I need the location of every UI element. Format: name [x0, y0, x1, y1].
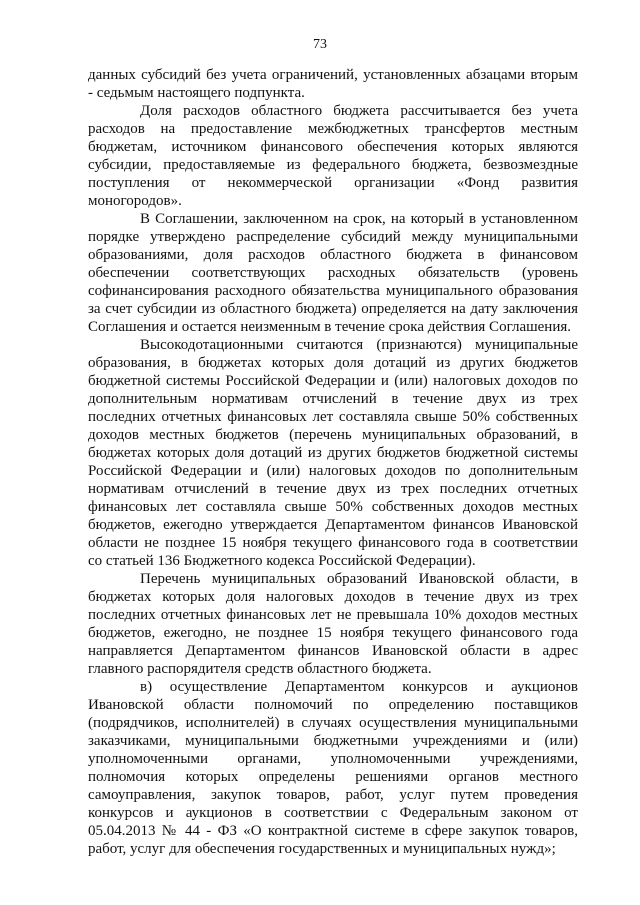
page-number: 73 — [313, 37, 327, 52]
text-line: Доля расходов областного бюджета рассчитывается без учета — [140, 103, 578, 119]
text-line: бюджетам, источником финансового обеспечения которых являются — [88, 139, 578, 155]
text-line: последних отчетных финансовых лет не превышала 10% доходов местных — [88, 607, 578, 623]
text-line: главного распорядителя средств областного бюджета. — [88, 661, 432, 677]
text-line: заказчиками, муниципальными бюджетными учреждениями и (или) — [88, 733, 578, 749]
text-line: Перечень муниципальных образований Ивановской области, в — [140, 571, 578, 587]
text-line: образованиями, доля расходов областного бюджета в финансовом — [88, 247, 578, 263]
text-line: полномочия которых определены решениями органов местного — [88, 769, 578, 785]
text-line: софинансирования расходного обязательства муниципального образования — [88, 283, 578, 299]
text-line: 05.04.2013 № 44 - ФЗ «О контрактной системе в сфере закупок товаров, — [88, 823, 578, 839]
text-line: образования, в бюджетах которых доля дотаций из других бюджетов — [88, 355, 578, 371]
text-line: уполномоченными органами, уполномоченными учреждениями, — [88, 751, 578, 767]
text-line: обеспечении соответствующих расходных обязательств (уровень — [88, 265, 578, 281]
text-line: бюджетах которых доля дотаций из других бюджетов бюджетной системы — [88, 445, 578, 461]
text-line: порядке утверждено распределение субсидий между муниципальными — [88, 229, 578, 245]
paragraph-subsidy-limits — [88, 66, 578, 102]
text-line: данных субсидий без учета ограничений, установленных абзацами вторым — [88, 67, 578, 83]
text-line: дополнительным нормативам отчислений в течение двух из трех — [88, 391, 578, 407]
text-line: финансовых лет составляла свыше 50% собственных доходов местных — [88, 499, 578, 515]
paragraph-item-v — [88, 678, 578, 858]
text-line: бюджетах которых доля налоговых доходов в течение двух из трех — [88, 589, 578, 605]
text-line: в) осуществление Департаментом конкурсов и аукционов — [140, 679, 578, 695]
text-line: конкурсов и аукционов в соответствии с Федеральным законом от — [88, 805, 578, 821]
text-line: направляется Департаментом финансов Ивановской области в адрес — [88, 643, 578, 659]
text-line: бюджетной системы Российской Федерации и (или) налоговых доходов по — [88, 373, 578, 389]
text-line: самоуправления, закупок товаров, работ, услуг путем проведения — [88, 787, 578, 803]
paragraph-budget-share — [88, 102, 578, 210]
text-line: со статьей 136 Бюджетного кодекса Российской Федерации). — [88, 553, 476, 569]
text-line: работ, услуг для обеспечения государственных и муниципальных нужд»; — [88, 841, 556, 857]
text-line: бюджетов, ежегодно, не позднее 15 ноября текущего финансового года — [88, 625, 578, 641]
text-line: Российской Федерации и (или) налоговых доходов по дополнительным — [88, 463, 578, 479]
text-line: нормативам отчислений в течение двух из трех последних отчетных — [88, 481, 578, 497]
document-body — [88, 66, 578, 858]
text-line: расходов на предоставление межбюджетных трансфертов местным — [88, 121, 578, 137]
text-line: Соглашения и остается неизменным в течение срока действия Соглашения. — [88, 319, 572, 335]
text-line: В Соглашении, заключенном на срок, на который в установленном — [140, 211, 578, 227]
text-line: области не позднее 15 ноября текущего финансового года в соответствии — [88, 535, 578, 551]
paragraph-high-subsidy — [88, 336, 578, 570]
text-line: за счет субсидии из областного бюджета) определяется на дату заключения — [88, 301, 578, 317]
text-line: Высокодотационными считаются (признаются) муниципальные — [140, 337, 578, 353]
text-line: моногородов». — [88, 193, 182, 209]
paragraph-municipal-list — [88, 570, 578, 678]
text-line: - седьмым настоящего подпункта. — [88, 85, 305, 101]
paragraph-agreement — [88, 210, 578, 336]
text-line: (подрядчиков, исполнителей) в случаях осуществления муниципальными — [88, 715, 578, 731]
text-line: субсидии, предоставляемые из федерального бюджета, безвозмездные — [88, 157, 578, 173]
text-line: Ивановской области полномочий по определению поставщиков — [88, 697, 578, 713]
text-line: поступления от некоммерческой организации «Фонд развития — [88, 175, 578, 191]
text-line: бюджетов, ежегодно утверждается Департаментом финансов Ивановской — [88, 517, 578, 533]
text-line: последних отчетных финансовых лет составляла свыше 50% собственных — [88, 409, 578, 425]
text-line: доходов местных бюджетов (перечень муниципальных образований, в — [88, 427, 578, 443]
